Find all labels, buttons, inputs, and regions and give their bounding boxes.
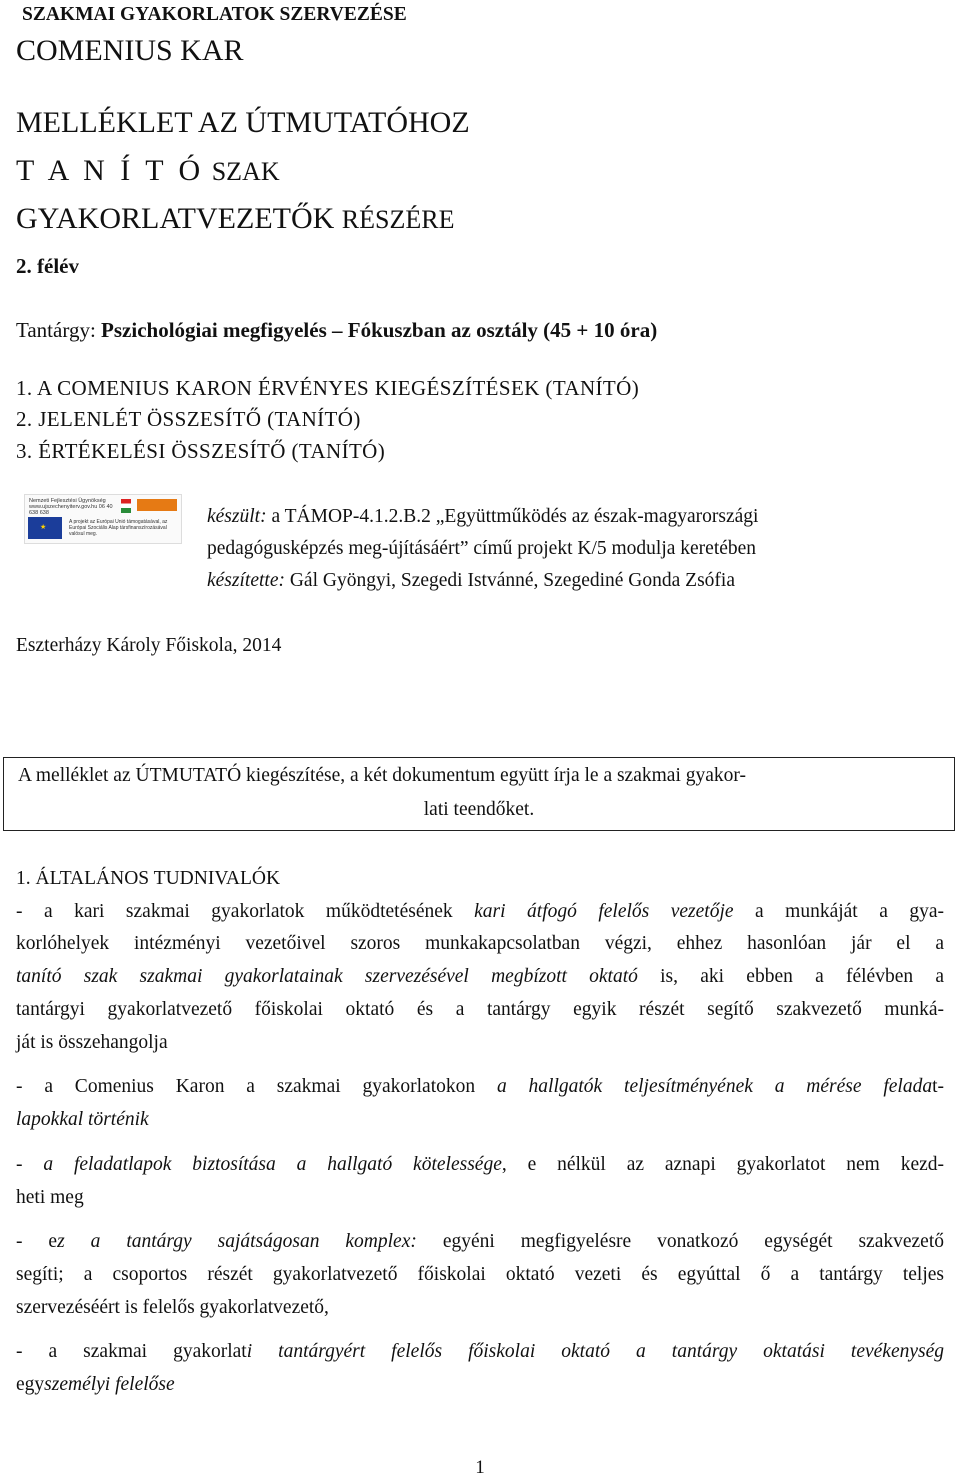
- section-title: 1. ÁLTALÁNOS TUDNIVALÓK: [16, 868, 281, 889]
- emphasis-text: lapokkal történik: [16, 1109, 149, 1130]
- body-text: egy: [16, 1374, 45, 1395]
- emphasis-text: személyi felelőse: [44, 1374, 175, 1395]
- toc-item-2: 2. JELENLÉT ÖSSZESÍTŐ (TANÍTÓ): [16, 407, 361, 431]
- subject-line: [16, 318, 657, 343]
- notice-box: [3, 757, 955, 831]
- college-year: Eszterházy Károly Főiskola, 2014: [16, 635, 282, 656]
- p5-line-2: [16, 1374, 175, 1396]
- hungarian-flag-icon: [121, 499, 131, 513]
- p4-line-3: [16, 1297, 329, 1319]
- audience-suffix: RÉSZÉRE: [341, 205, 455, 234]
- p1-line-4: [16, 999, 944, 1021]
- emphasis-text: kari átfogó felelős vezetője: [474, 901, 734, 922]
- toc-item-3: 3. ÉRTÉKELÉSI ÖSSZESÍTŐ (TANÍTÓ): [16, 439, 386, 463]
- made-by-line-2: pedagógusképzés meg-újításáért” című projekt K/5 modulja keretében: [207, 538, 757, 559]
- eu-flag-icon: ★: [28, 517, 62, 539]
- emphasis-text: z a tantárgy sajátságosan komplex:: [57, 1231, 417, 1252]
- p3-line-2: [16, 1187, 84, 1209]
- annex-title: MELLÉKLET AZ ÚTMUTATÓHOZ: [16, 106, 470, 139]
- logo-eu-text: A projekt az Európai Unió támogatásával, az Európai Szociális Alap társfinanszírozásával valósul meg.: [69, 519, 168, 537]
- audience-title: [16, 202, 454, 236]
- notice-line-1: A melléklet az ÚTMUTATÓ kiegészítése, a két dokumentum együtt írja le a szakmai gyakor-: [18, 765, 746, 786]
- p3-line-1: [16, 1154, 944, 1176]
- body-text: - a Comenius Karon a szakmai gyakorlatokon: [16, 1076, 497, 1097]
- emphasis-text: a feladatlapok biztosítása a hallgató kötelessége: [43, 1154, 502, 1175]
- p1-line-5: [16, 1032, 168, 1054]
- toc-item-1: 1. A COMENIUS KARON ÉRVÉNYES KIEGÉSZÍTÉSEK (TANÍTÓ): [16, 376, 640, 400]
- body-text: tantárgyi gyakorlatvezető főiskolai oktató és a tantárgy egyik részét segítő szakvezető munká-: [16, 999, 944, 1020]
- body-text: - a kari szakmai gyakorlatok működtetésének: [16, 901, 475, 922]
- authors-names: Gál Gyöngyi, Szegedi Istvánné, Szegediné Gonda Zsófia: [289, 570, 735, 591]
- body-text: - a szakmai gyakorlat: [16, 1341, 247, 1362]
- body-text: t-: [932, 1076, 945, 1097]
- body-text: ját is összehangolja: [16, 1032, 168, 1053]
- subject-value: Pszichológiai megfigyelés – Fókuszban az osztály (45 + 10 óra): [101, 318, 658, 342]
- p1-line-2: [16, 933, 944, 955]
- body-text: korlóhelyek intézményi vezetőivel szoros munkakapcsolatban végzi, ehhez hasonlóan jár el a: [16, 933, 944, 954]
- major-title: [16, 154, 280, 188]
- body-text: -: [16, 1154, 44, 1175]
- p1-line-1: [16, 901, 944, 923]
- body-text: a munkáját a gya-: [733, 901, 944, 922]
- emphasis-text: tanító szak szakmai gyakorlatainak szervezésével megbízott oktató: [16, 966, 638, 987]
- body-text: szervezéséért is felelős gyakorlatvezető,: [16, 1297, 329, 1318]
- project-logo: [24, 494, 182, 544]
- body-text: segíti; a csoportos részét gyakorlatvezető főiskolai oktató vezeti és egyúttal ő a tantárgy teljes: [16, 1264, 944, 1285]
- p2-line-2: [16, 1109, 149, 1131]
- emphasis-text: i tantárgyért felelős főiskolai oktató a tantárgy oktatási tevékenység: [246, 1341, 944, 1362]
- audience-main: GYAKORLATVEZETŐK: [16, 202, 335, 235]
- made-text: a TÁMOP-4.1.2.B.2 „Együttműködés az észak-magyarországi: [271, 506, 759, 527]
- logo-agency-text: Nemzeti Fejlesztési Ügynökség www.ujszechenyiterv.gov.hu 06 40 638 638: [29, 498, 113, 516]
- szechenyi-plan-badge: [137, 499, 177, 511]
- page-number: 1: [475, 1457, 485, 1478]
- major-suffix: SZAK: [211, 157, 280, 186]
- body-text: is, aki ebben a félévben a: [637, 966, 944, 987]
- body-text: egyéni megfigyelésre vonatkozó egységét szakvezető: [416, 1231, 944, 1252]
- p5-line-1: [16, 1341, 944, 1363]
- p4-line-2: [16, 1264, 944, 1286]
- made-label: készült:: [207, 506, 267, 527]
- major-name: T A N Í T Ó: [16, 154, 205, 187]
- emphasis-text: a hallgatók teljesítményének a mérése felada: [496, 1076, 933, 1097]
- p1-line-3: [16, 966, 944, 988]
- authors-line: [207, 570, 735, 592]
- authors-label: készítette:: [207, 570, 285, 591]
- subject-label: Tantárgy:: [16, 318, 96, 342]
- p4-line-1: [16, 1231, 944, 1253]
- body-text: - e: [16, 1231, 58, 1252]
- faculty-title: COMENIUS KAR: [16, 34, 244, 67]
- p2-line-1: [16, 1076, 944, 1098]
- body-text: , e nélkül az aznapi gyakorlatot nem kezd-: [501, 1154, 944, 1175]
- made-by-line: [207, 506, 758, 528]
- semester-label: 2. félév: [16, 254, 79, 278]
- body-text: heti meg: [16, 1187, 84, 1208]
- notice-line-2: lati teendőket.: [423, 799, 535, 820]
- document-top-title: SZAKMAI GYAKORLATOK SZERVEZÉSE: [22, 4, 407, 25]
